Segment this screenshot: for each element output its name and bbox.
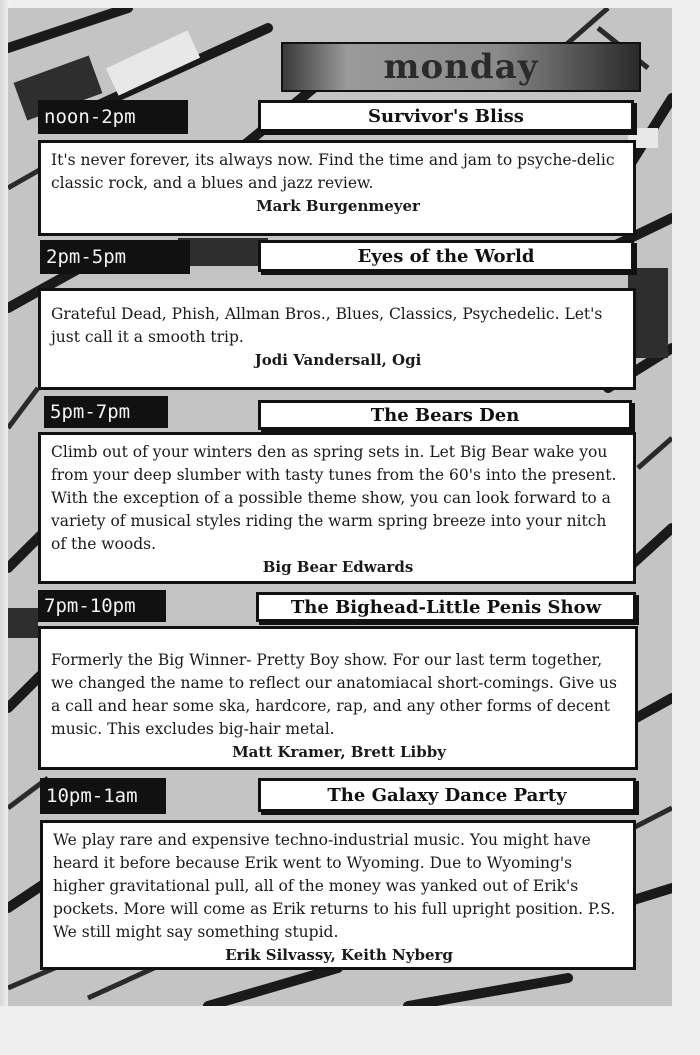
- show-description: Formerly the Big Winner- Pretty Boy show. For our last term together, we changed the name to reflect our anatomiacal short-comings. Give us a call and hear some ska, hardcore, rap, and any other forms of decent music. This excludes big-hair metal.: [51, 651, 617, 738]
- show-hosts: Matt Kramer, Brett Libby: [232, 743, 446, 761]
- show-description-box-4: [38, 626, 638, 770]
- show-title: Survivor's Bliss: [368, 105, 524, 127]
- show-description-box-5: [40, 820, 636, 970]
- show-title-box-3: [258, 400, 632, 430]
- show-title: The Bears Den: [370, 404, 520, 426]
- show-hosts: Erik Silvassy, Keith Nyberg: [225, 946, 453, 964]
- time-slot-label: 10pm-1am: [46, 785, 138, 807]
- time-slot-5: [40, 778, 166, 814]
- time-slot-label: noon-2pm: [44, 106, 136, 128]
- show-description-box-2: [38, 288, 636, 390]
- show-description-box-1: [38, 140, 636, 236]
- show-description-box-3: [38, 432, 636, 584]
- day-title: monday: [383, 47, 539, 87]
- show-hosts: Mark Burgenmeyer: [256, 197, 420, 215]
- show-title-box-1: [258, 100, 634, 132]
- time-slot-3: [44, 396, 168, 428]
- show-description: It's never forever, its always now. Find the time and jam to psyche-delic classic rock, and a blues and jazz review.: [51, 151, 615, 192]
- show-hosts: Jodi Vandersall, Ogi: [254, 351, 422, 369]
- show-title: The Bighead-Little Penis Show: [290, 596, 602, 618]
- day-title-box: [281, 42, 641, 92]
- time-slot-label: 7pm-10pm: [44, 595, 136, 617]
- show-description: Climb out of your winters den as spring sets in. Let Big Bear wake you from your deep slumber with tasty tunes from the 60's into the present. With the exception of a possible theme show, you can look forward to a variety of musical styles riding the warm spring breeze into your nitch of the woods.: [51, 443, 617, 553]
- time-slot-label: 2pm-5pm: [46, 246, 127, 268]
- time-slot-4: [38, 590, 166, 622]
- time-slot-label: 5pm-7pm: [50, 401, 131, 423]
- page-bottom-margin: [0, 1006, 700, 1055]
- show-title: Eyes of the World: [357, 245, 535, 267]
- show-description: We play rare and expensive techno-industrial music. You might have heard it before because Erik went to Wyoming. Due to Wyoming's higher gravitational pull, all of the money was yanked out of Erik's pockets. More will come as Erik returns to his full upright position. P.S. We still might say something stupid.: [53, 831, 616, 941]
- time-slot-2: [40, 240, 190, 274]
- show-title-box-4: [256, 592, 636, 622]
- show-hosts: Big Bear Edwards: [262, 558, 414, 576]
- show-title: The Galaxy Dance Party: [327, 784, 567, 806]
- show-title-box-2: [258, 240, 634, 272]
- show-description: Grateful Dead, Phish, Allman Bros., Blues, Classics, Psychedelic. Let's just call it a smooth trip.: [51, 305, 603, 346]
- show-title-box-5: [258, 778, 636, 812]
- time-slot-1: [38, 100, 188, 134]
